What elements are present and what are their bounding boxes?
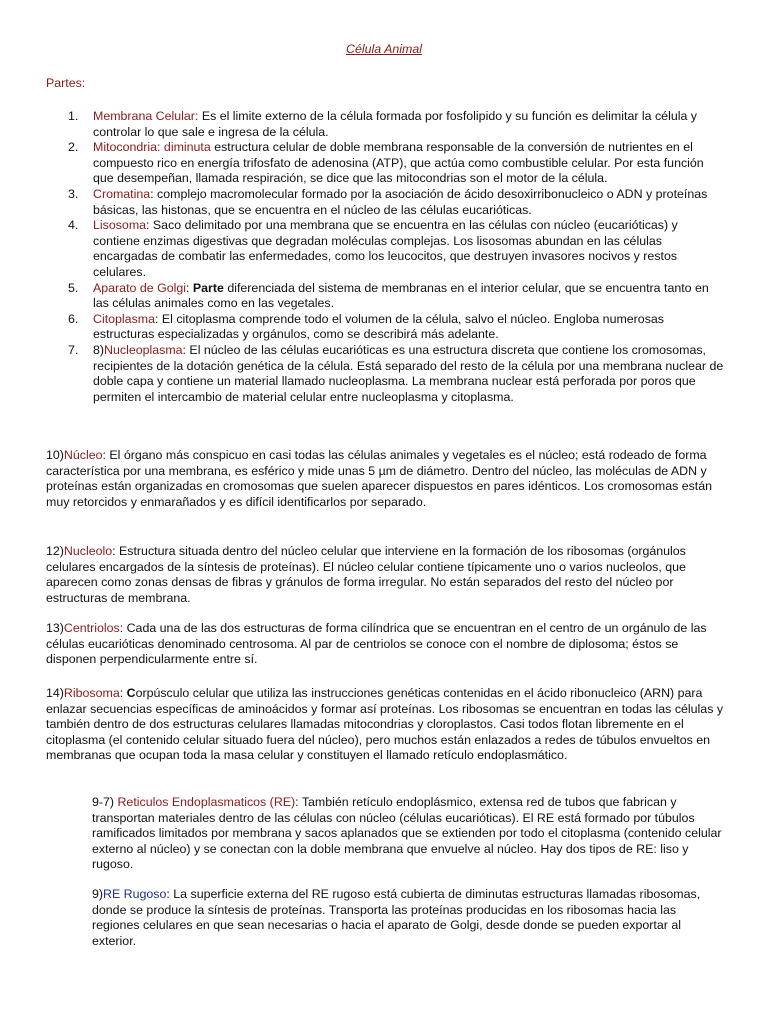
term-reticulos-endoplasmaticos: Reticulos Endoplasmaticos (RE) <box>117 795 296 809</box>
list-number: 1. <box>68 109 79 123</box>
term-lisosoma: Lisosoma <box>93 218 147 233</box>
list-number: 5. <box>68 280 79 295</box>
list-item <box>46 109 726 140</box>
list-item <box>46 281 726 312</box>
item-prefix: 8) <box>93 342 105 357</box>
term-cromatina: Cromatina <box>93 186 151 201</box>
item-text: : El núcleo de las células eucarióticas es una estructura discreta que contiene los cromosomas, recipientes de la dotación genética de la célula. Está separado del resto de la célula por una membrana nuclear de doble capa y contiene un material llamado nucleoplasma. La membrana nuclear está perforada por poros que permiten el intercambio de material celular entre nucleoplasma y citoplasma. <box>93 342 724 404</box>
term-citoplasma: Citoplasma <box>93 311 155 326</box>
partes-label: Partes: <box>46 76 86 90</box>
bold-word: Parte <box>192 280 224 295</box>
bold-letter: C <box>126 686 136 700</box>
list-number: 7. <box>68 342 79 357</box>
item-text: : Saco delimitado por una membrana que se encuentra en las células con núcleo (eucarióticas) y contiene enzimas digestivas que degradan moléculas complejas. Los lisosomas abundan en las células encargadas de combatir las enfermedades, como los leucocitos, que destruyen invasores nocivos y restos celulares. <box>93 218 678 279</box>
list-number: 2. <box>68 140 79 155</box>
document-title: Célula Animal <box>346 42 422 56</box>
paragraph-prefix: 14) <box>46 686 64 700</box>
paragraph-text-before: : <box>119 686 127 700</box>
paragraph-text: : También retículo endoplásmico, extensa red de tubos que fabrican y transportan materiales dentro de las células con núcleo (células eucarióticas). El RE está formado por túbulos ramificados limitados por membrana y sacos aplanados que se extienden por todo el citoplasma (contenido celular externo al núcleo) y se conectan con la doble membrana que envuelve al núcleo. Hay dos tipos de RE: liso y rugoso. <box>92 795 722 872</box>
paragraph-prefix: 13) <box>46 621 64 635</box>
list-item <box>46 343 726 405</box>
item-text: estructura celular de doble membrana responsable de la conversión de nutrientes en el compuesto rico en energía trifosfato de adenosina (ATP), que actúa como combustible celular. Por esta función que desempeñan, llamada respiración, se dice que las mitocondrias son el motor de la célula. <box>93 140 704 186</box>
paragraph-centriolos <box>46 621 726 668</box>
term-nucleoplasma: Nucleoplasma <box>104 342 183 357</box>
term-mitocondria: Mitocondria: diminuta <box>93 140 211 155</box>
term-membrana-celular: Membrana Celular: <box>93 109 199 123</box>
paragraph-nucleo <box>46 448 726 510</box>
paragraph-reticulos-endoplasmaticos <box>92 795 726 873</box>
list-item <box>46 187 726 218</box>
term-aparato-de-golgi: Aparato de Golgi <box>93 280 186 295</box>
paragraph-text: : Cada una de las dos estructuras de forma cilíndrica que se encuentran en el centro de un orgánulo de las células eucarióticas denominado centrosoma. Al par de centriolos se conoce con el nombre de diplosoma; éstos se disponen perpendicularmente entre sí. <box>46 621 707 667</box>
list-item <box>46 218 726 280</box>
parts-list <box>46 109 726 405</box>
item-text: : El citoplasma comprende todo el volumen de la célula, salvo el núcleo. Engloba numerosas estructuras especializadas y orgánulos, como se describirá más adelante. <box>93 311 664 342</box>
paragraph-re-rugoso <box>92 887 726 949</box>
list-number: 6. <box>68 311 79 326</box>
list-item <box>46 312 726 343</box>
item-text: : complejo macromolecular formado por la asociación de ácido desoxirribonucleico o ADN y proteínas básicas, las histonas, que se encuentra en el núcleo de las células eucarióticas. <box>93 186 708 217</box>
paragraph-nucleolo <box>46 544 726 606</box>
term-nucleo: Núcleo <box>63 448 103 462</box>
list-number: 3. <box>68 186 79 201</box>
paragraph-text: orpúsculo celular que utiliza las instrucciones genéticas contenidas en el ácido ribonucleico (ARN) para enlazar secuencias específicas de aminoácidos y formar así proteínas. Los ribosomas se encuentran en todas las células y también dentro de dos estructuras celulares llamadas mitocondrias y cloroplastos. Casi todos flotan libremente en el citoplasma (el contenido celular situado fuera del núcleo), pero muchos están enlazados a redes de túbulos envueltos en membranas que ocupan toda la masa celular y constituyen el llamado retículo endoplasmático. <box>46 686 724 763</box>
paragraph-prefix: 9-7) <box>92 795 118 809</box>
item-text: Es el limite externo de la célula formada por fosfolipido y su función es delimitar la célula y controlar lo que sale e ingresa de la célula. <box>93 109 698 139</box>
term-ribosoma: Ribosoma <box>63 686 120 700</box>
paragraph-ribosoma <box>46 686 726 764</box>
list-number: 4. <box>68 218 79 233</box>
paragraph-prefix: 12) <box>46 544 64 558</box>
paragraph-text: : Estructura situada dentro del núcleo celular que interviene en la formación de los ribosomas (orgánulos celulares encargados de la síntesis de proteínas). El núcleo celular contiene típicamente uno o varios nucleolos, que aparecen como zonas densas de fibras y gránulos de forma irregular. No están separados del resto del núcleo por estructuras de membrana. <box>46 544 686 605</box>
list-item <box>46 140 726 187</box>
item-text: diferenciada del sistema de membranas en el interior celular, que se encuentra tanto en las células animales como en las vegetales. <box>93 280 709 311</box>
term-nucleolo: Nucleolo <box>63 544 113 558</box>
paragraph-prefix: 10) <box>46 448 64 462</box>
paragraph-prefix: 9) <box>92 887 104 901</box>
term-re-rugoso: RE Rugoso <box>103 887 167 901</box>
paragraph-text: : La superficie externa del RE rugoso está cubierta de diminutas estructuras llamadas ribosomas, donde se produce la síntesis de proteínas. Transporta las proteínas producidas en los ribosomas hacia las regiones celulares en que sean necesarias o hacia el aparato de Golgi, desde donde se pueden exportar al exterior. <box>92 887 701 948</box>
paragraph-text: : El órgano más conspicuo en casi todas las células animales y vegetales es el núcleo; está rodeado de forma característica por una membrana, es esférico y mide unas 5 µm de diámetro. Dentro del núcleo, las moléculas de ADN y proteínas están organizadas en cromosomas que suelen aparecer dispuestos en pares idénticos. Los cromosomas están muy retorcidos y enmarañados y es difícil identificarlos por separado. <box>46 448 713 509</box>
item-text-before: : <box>186 280 193 295</box>
term-centriolos: Centriolos <box>63 621 120 635</box>
